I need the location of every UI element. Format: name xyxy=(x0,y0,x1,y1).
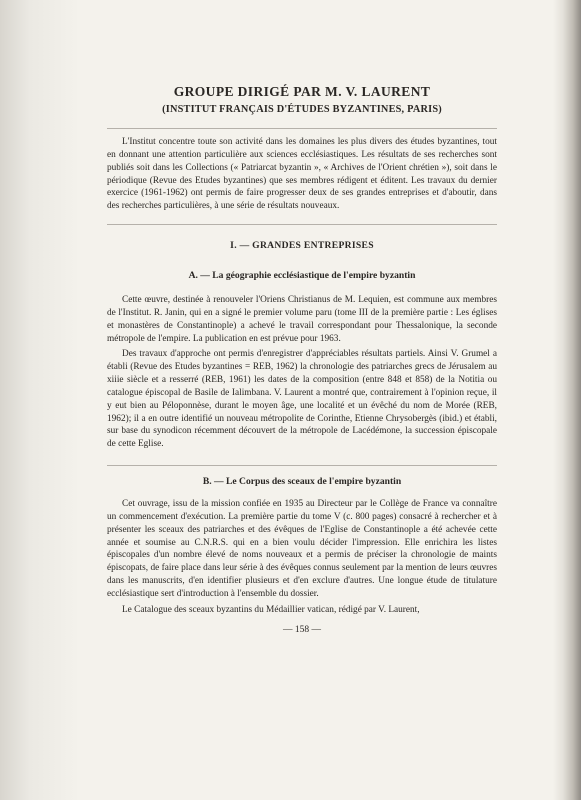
intro-paragraph: L'Institut concentre toute son activité dans les domaines les plus divers des études byzantines, tout en donnant une attention particulière aux sciences ecclésiastiques. Les résultats de ses recherches sont publiés soit dans les Collections (« Patriarcat byzantin », « Archives de l'Orient chrétien »), soit dans le périodique (Revue des Etudes byzantines) que ses membres rédigent et éditent. Les travaux du dernier exercice (1961-1962) ont permis de faire progresser deux de ses grandes entreprises et d'aboutir, dans des recherches particulières, à une série de résultats nouveaux. xyxy=(107,137,497,212)
subsection-b-paragraph-2: Le Catalogue des sceaux byzantins du Médaillier vatican, rédigé par V. Laurent, xyxy=(122,604,420,615)
subsection-rule xyxy=(107,465,497,466)
subsection-b-paragraph-1: Cet ouvrage, issu de la mission confiée en 1935 au Directeur par le Collège de France va connaître un commencement d'exécution. La première partie du tome V (c. 800 pages) consacré à rechercher et à présenter les sceaux des patriarches et des évêques de l'Eglise de Constantinople a été achevée cette année et soumise au C.N.R.S. qui en a bien voulu décider l'impression. Elle enrichira les listes épiscopales d'un nombre élevé de noms nouveaux et a permis de préciser la chronologie de maints épiscopats, de faire place dans leur série à des évêques connus seulement par la mention de leurs œuvres dans les manuscrits, d'en identifier plusieurs et d'en exclure d'autres. Une longue étude de titulature ecclésiastique sert d'introduction à l'ensemble du dossier. xyxy=(107,499,497,599)
scan-shadow-right xyxy=(553,0,581,800)
intro-block xyxy=(107,136,497,216)
subsection-a-heading: A. — La géographie ecclésiastique de l'empire byzantin xyxy=(188,270,416,281)
page-subtitle: (INSTITUT FRANÇAIS D'ÉTUDES BYZANTINES, PARIS) xyxy=(162,104,442,115)
scan-shadow-left xyxy=(0,0,80,800)
section-heading: I. — GRANDES ENTREPRISES xyxy=(230,240,374,251)
subsection-b-body xyxy=(107,498,497,620)
subsection-b-heading: B. — Le Corpus des sceaux de l'empire byzantin xyxy=(202,476,402,487)
subsection-a-paragraph-1: Cette œuvre, destinée à renouveler l'Oriens Christianus de M. Lequien, est commune aux membres de l'Institut. R. Janin, qui en a signé le premier volume paru (tome III de la première partie : Les églises et monastères de Constantinople) a achevé le travail correspondant pour Thessalonique, la seconde métropole de l'empire. La publication en est prévue pour 1963. xyxy=(107,295,497,344)
subsection-a-body xyxy=(107,294,497,454)
document-page xyxy=(107,0,497,800)
page-title: GROUPE DIRIGÉ PAR M. V. LAURENT xyxy=(173,84,431,99)
section-rule xyxy=(107,224,497,225)
subsection-a-paragraph-2: Des travaux d'approche ont permis d'enregistrer d'appréciables résultats partiels. Ainsi V. Grumel a établi (Revue des Etudes byzantines = REB, 1962) la chronologie des patriarches grecs de Jérusalem au xiiie siècle et a resserré (REB, 1961) les dates de la composition (entre 848 et 858) de la Notitia ou catalogue épiscopal de Basile de Ialimbana. V. Laurent a montré que, contrairement à l'opinion reçue, il y eut bien au Péloponnèse, durant le moyen âge, une localité et un évêché du nom de Morée (REB, 1962); il a en outre identifié un nouveau métropolite de Corinthe, Etienne Chrysobergès (ibid.) et établi, sur base du synodicon récemment découvert de la métropole de Lacédémone, la succession épiscopale de cette Eglise. xyxy=(107,349,497,450)
top-rule xyxy=(107,128,497,129)
page-number: — 158 — xyxy=(283,625,321,635)
